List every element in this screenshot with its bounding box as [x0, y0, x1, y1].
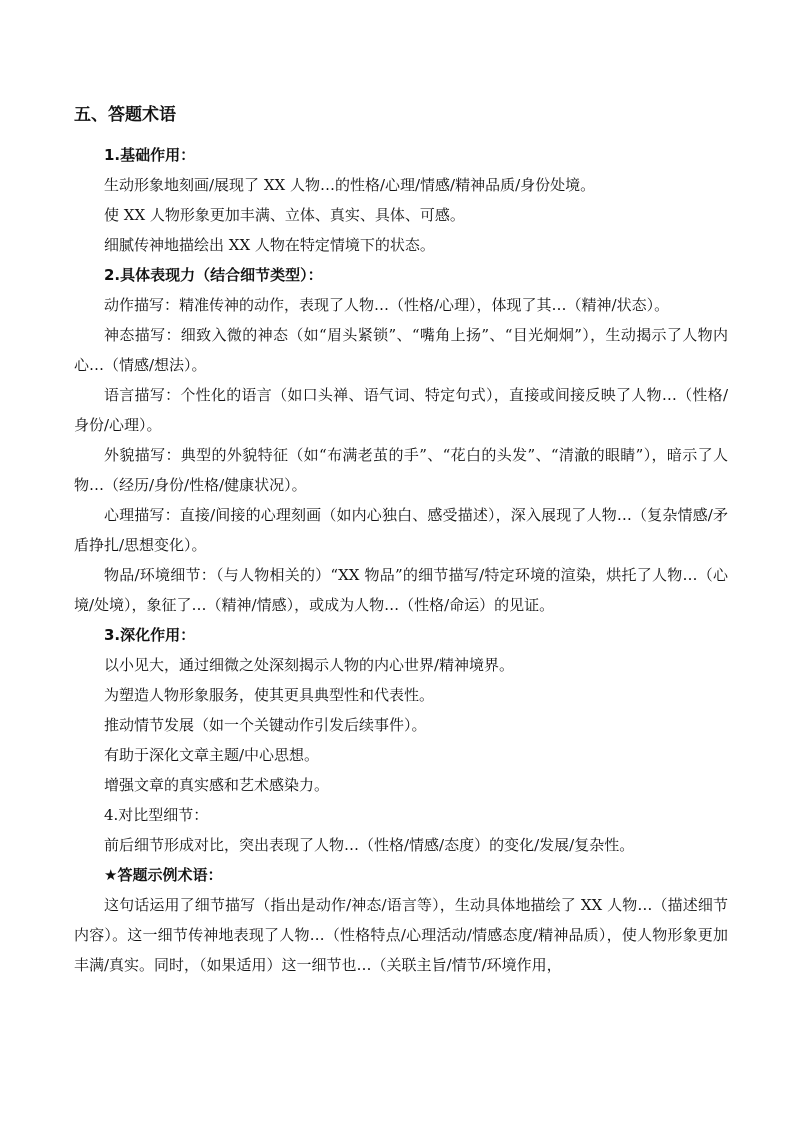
paragraph: 有助于深化文章主题/中心思想。: [104, 746, 320, 764]
subheading-basic-function: 1.基础作用：: [104, 146, 196, 164]
paragraph-expression: 神态描写：细致入微的神态（如“眉头紧锁”、“嘴角上扬”、“目光炯炯”），生动揭示了人物内心…（情感/想法）。: [74, 326, 728, 374]
paragraph: 使 XX 人物形象更加丰满、立体、真实、具体、可感。: [104, 206, 465, 224]
paragraph: 以小见大，通过细微之处深刻揭示人物的内心世界/精神境界。: [104, 656, 515, 674]
paragraph: 为塑造人物形象服务，使其更具典型性和代表性。: [104, 686, 435, 704]
paragraph-psychology: 心理描写：直接/间接的心理刻画（如内心独白、感受描述），深入展现了人物…（复杂情感/矛盾挣扎/思想变化）。: [74, 506, 728, 554]
section-heading: 五、答题术语: [74, 105, 176, 125]
paragraph-action: 动作描写：精准传神的动作，表现了人物…（性格/心理），体现了其…（精神/状态）。: [104, 296, 670, 314]
subheading-contrast: 4.对比型细节：: [104, 806, 209, 824]
subheading-deepening: 3.深化作用：: [104, 626, 196, 644]
subheading-answer-example: ★答题示例术语：: [104, 866, 223, 884]
paragraph: 前后细节形成对比，突出表现了人物…（性格/情感/态度）的变化/发展/复杂性。: [104, 836, 635, 854]
paragraph: 增强文章的真实感和艺术感染力。: [104, 776, 330, 794]
paragraph: 生动形象地刻画/展现了 XX 人物…的性格/心理/情感/精神品质/身份处境。: [104, 176, 596, 194]
document-body: [74, 140, 728, 980]
subheading-expressiveness: 2.具体表现力（结合细节类型）：: [104, 266, 323, 284]
paragraph-appearance: 外貌描写：典型的外貌特征（如“布满老茧的手”、“花白的头发”、“清澈的眼睛”），暗示了人物…（经历/身份/性格/健康状况）。: [74, 446, 728, 494]
paragraph-speech: 语言描写：个性化的语言（如口头禅、语气词、特定句式），直接或间接反映了人物…（性格/身份/心理）。: [74, 386, 728, 434]
paragraph-objects-environment: 物品/环境细节：（与人物相关的）“XX 物品”的细节描写/特定环境的渲染，烘托了人物…（心境/处境），象征了…（精神/情感），或成为人物…（性格/命运）的见证。: [74, 566, 728, 614]
paragraph: 细腻传神地描绘出 XX 人物在特定情境下的状态。: [104, 236, 435, 254]
paragraph-answer-example: 这句话运用了细节描写（指出是动作/神态/语言等），生动具体地描绘了 XX 人物…（描述细节内容）。这一细节传神地表现了人物…（性格特点/心理活动/情感态度/精神品质），使人物形象更加丰满/真实。同时，（如果适用）这一细节也…（关联主旨/情节/环境作用，: [74, 896, 728, 974]
paragraph: 推动情节发展（如一个关键动作引发后续事件）。: [104, 716, 427, 734]
